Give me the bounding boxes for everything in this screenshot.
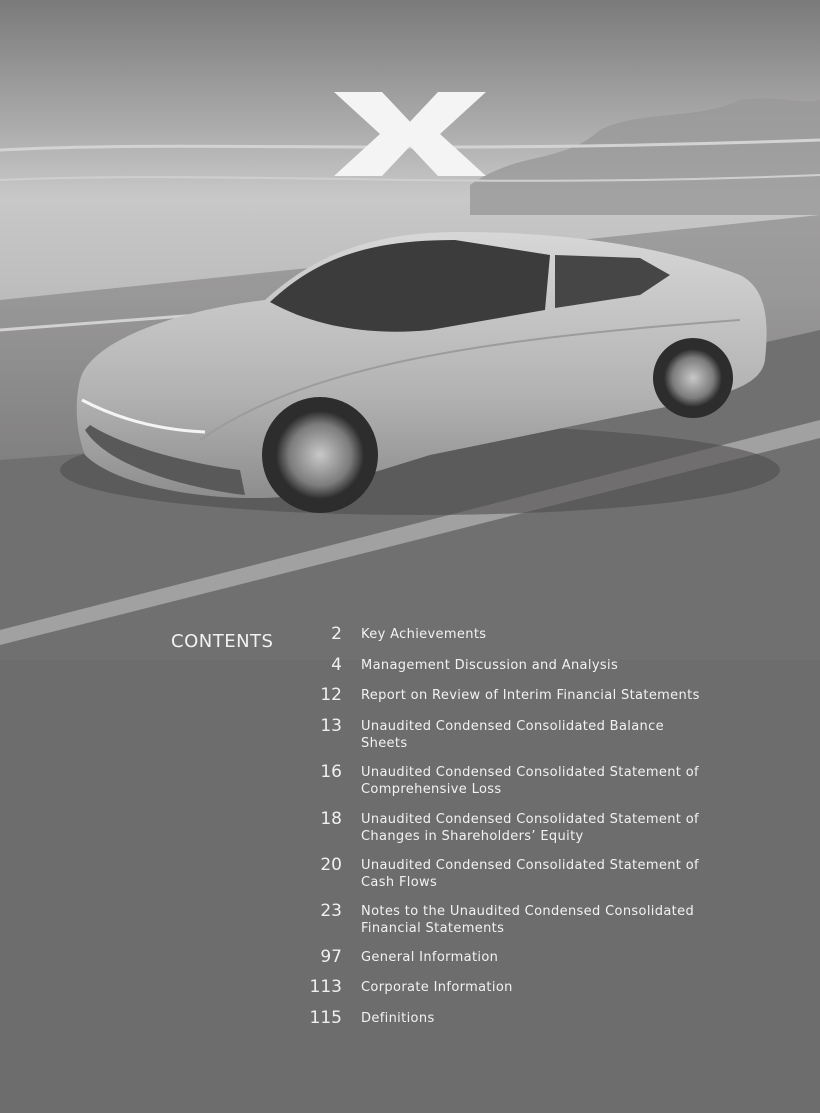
toc-title: Report on Review of Interim Financial Statements	[361, 688, 700, 703]
table-of-contents	[300, 624, 720, 1028]
toc-entry[interactable]	[300, 977, 720, 997]
toc-entry[interactable]	[300, 685, 720, 705]
toc-title: Notes to the Unaudited Condensed Consolidated Financial Statements	[361, 903, 695, 936]
toc-entry[interactable]	[300, 624, 720, 644]
toc-page-number: 16	[320, 762, 342, 782]
toc-entry[interactable]	[300, 947, 720, 967]
toc-title: Definitions	[361, 1010, 435, 1026]
toc-page-number: 13	[320, 715, 342, 736]
toc-page-number: 4	[331, 654, 342, 675]
toc-page-number: 113	[309, 977, 342, 997]
toc-page-number: 20	[320, 854, 342, 875]
toc-page-number: 97	[320, 946, 342, 967]
toc-title: Unaudited Condensed Consolidated Statement of Cash Flows	[361, 857, 699, 890]
toc-entry[interactable]	[300, 901, 720, 937]
toc-page-number: 12	[320, 685, 342, 705]
toc-page-number: 2	[331, 624, 342, 644]
toc-title: Unaudited Condensed Consolidated Statement of Comprehensive Loss	[361, 765, 699, 797]
brand-x-logo-icon	[330, 92, 490, 176]
toc-page-number: 18	[320, 808, 342, 829]
toc-page-number: 23	[320, 900, 342, 921]
toc-entry[interactable]	[300, 855, 720, 891]
contents-heading: CONTENTS	[171, 631, 274, 652]
toc-title: Management Discussion and Analysis	[361, 657, 619, 673]
toc-title: Unaudited Condensed Consolidated Balance Sheets	[361, 718, 664, 751]
toc-entry[interactable]	[300, 809, 720, 845]
toc-entry[interactable]	[300, 716, 720, 752]
toc-title: Corporate Information	[361, 980, 513, 995]
toc-entry[interactable]	[300, 1008, 720, 1028]
toc-entry[interactable]	[300, 762, 720, 798]
toc-title: General Information	[361, 949, 499, 965]
toc-title: Key Achievements	[361, 627, 487, 642]
toc-title: Unaudited Condensed Consolidated Statement of Changes in Shareholders’ Equity	[361, 811, 699, 844]
toc-entry[interactable]	[300, 655, 720, 675]
toc-page-number: 115	[309, 1007, 342, 1028]
